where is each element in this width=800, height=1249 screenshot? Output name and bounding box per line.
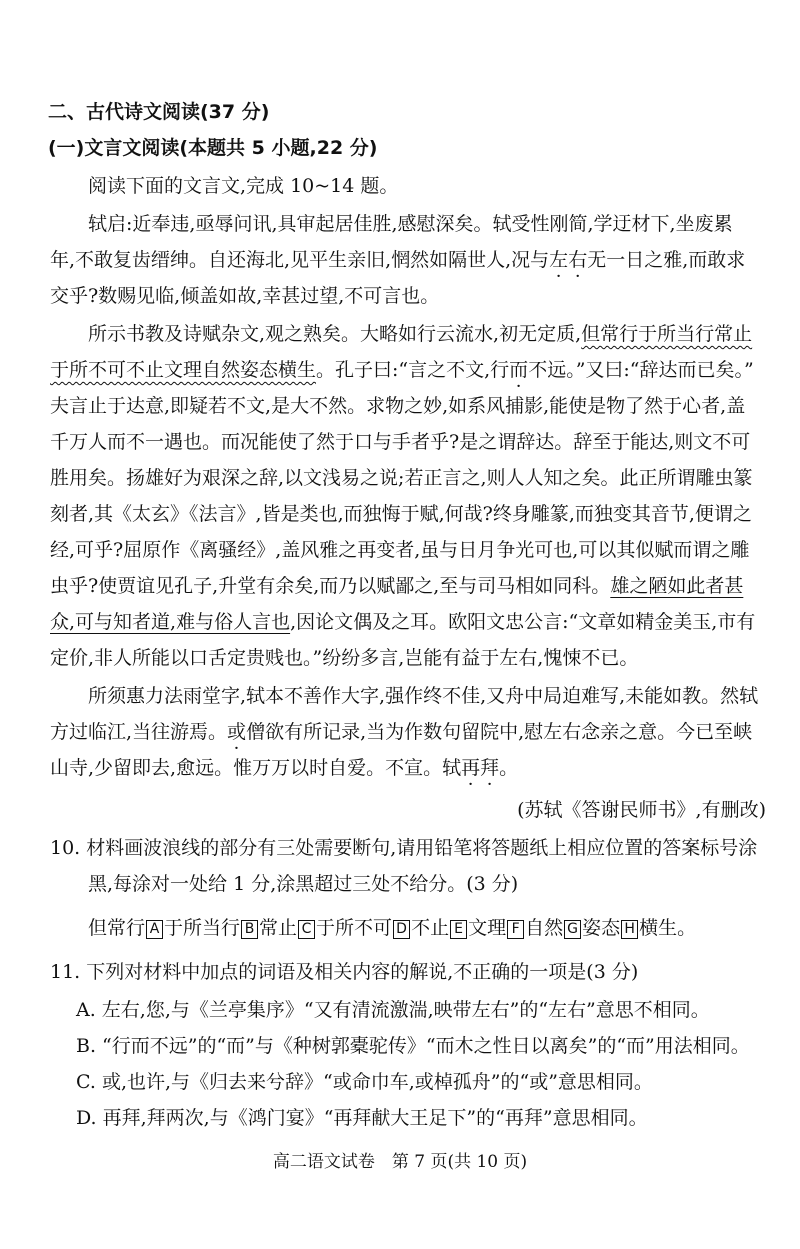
q10-stem-line-2: 黑,每涂对一处给 1 分,涂黑超过三处不给分。(3 分): [88, 873, 519, 895]
passage-p2-line-8: [50, 574, 743, 598]
underlined-text: 众,可与知者道,难与俗人言也: [50, 611, 291, 633]
text-run: 年,不敢复齿缙绅。自还海北,见平生亲旧,惘然如隔世人,况与: [50, 249, 550, 271]
text-run: 横生。: [639, 917, 697, 939]
text-run: 不止: [411, 917, 450, 939]
passage-p2-line-9: [50, 610, 755, 634]
answer-box-e[interactable]: E: [450, 920, 467, 939]
section-title: 二、古代诗文阅读(37 分): [48, 101, 270, 123]
text-run: 无一日之雅,而敢求: [587, 249, 746, 271]
passage-p3-line-2: [50, 720, 752, 744]
text-run: 不远。”又曰:“辞达而已矣。”: [528, 359, 754, 381]
answer-box-a[interactable]: A: [146, 920, 163, 939]
answer-box-b[interactable]: B: [241, 920, 258, 939]
text-run: 僧欲有所记录,当为作数句留院中,慰左右念亲之意。今已至峡: [246, 721, 753, 743]
passage-p3-line-1: 所须惠力法雨堂字,轼本不善作大字,强作终不佳,又舟中局迫难写,未能如教。然轼: [88, 685, 759, 707]
dotted-word-you: 右: [568, 249, 588, 271]
passage-p2-line-6: 刻者,其《太玄》《法言》,皆是类也,而独悔于赋,何哉?终身雕篆,而独变其音节,便谓之: [50, 503, 752, 525]
text-run: 常止: [259, 917, 298, 939]
text-run: ,因论文偶及之耳。欧阳文忠公言:“文章如精金美玉,市有: [290, 611, 756, 633]
text-run: 所示书教及诗赋杂文,观之熟矣。大略如行云流水,初无定质,: [88, 323, 582, 345]
dotted-word-huo: 或: [227, 721, 247, 743]
answer-box-f[interactable]: F: [507, 920, 524, 939]
text-run: 自然: [525, 917, 564, 939]
text-run: 方过临江,当往游焉。: [50, 721, 228, 743]
passage-p1-line-1: 轼启:近奉违,亟辱问讯,具审起居佳胜,感慰深矣。轼受性刚简,学迂材下,坐废累: [88, 213, 733, 235]
instruction: 阅读下面的文言文,完成 10~14 题。: [88, 175, 399, 197]
text-run: 姿态: [582, 917, 621, 939]
q10-answer-line: [88, 916, 696, 940]
text-run: 文理: [468, 917, 507, 939]
subsection-title: (一)文言文阅读(本题共 5 小题,22 分): [48, 137, 378, 159]
answer-box-g[interactable]: G: [564, 920, 581, 939]
passage-p2-line-5: 胜用矣。扬雄好为艰深之辞,以文浅易之说;若正言之,则人人知之矣。此正所谓雕虫篆: [50, 467, 753, 489]
text-run: 。孔子曰:“言之不文,行: [316, 359, 510, 381]
text-run: 。: [499, 757, 519, 779]
text-run: 山寺,少留即去,愈远。惟万万以时自爱。不宣。轼: [50, 757, 462, 779]
q11-option-d[interactable]: D. 再拜,拜两次,与《鸿门宴》“再拜献大王足下”的“再拜”意思相同。: [76, 1107, 648, 1129]
answer-box-d[interactable]: D: [393, 920, 410, 939]
underlined-text: 雄之陋如此者甚: [610, 575, 744, 597]
text-run: 但常行: [88, 917, 146, 939]
text-run: 于所不可: [316, 917, 393, 939]
passage-p2-line-2: [50, 358, 754, 382]
text-run: 虫乎?使贾谊见孔子,升堂有余矣,而乃以赋鄙之,至与司马相如同科。: [50, 575, 611, 597]
dotted-word-zuo: 左: [549, 249, 569, 271]
answer-box-h[interactable]: H: [621, 920, 638, 939]
answer-box-c[interactable]: C: [298, 920, 315, 939]
wavy-underlined-text: 于所不可不止文理自然姿态横生: [50, 359, 317, 381]
page-footer: 高二语文试卷 第 7 页(共 10 页): [272, 1152, 528, 1172]
passage-p2-line-1: [88, 322, 752, 346]
passage-p1-line-2: [50, 248, 745, 272]
text-run: 于所当行: [164, 917, 241, 939]
dotted-word-er: 而: [509, 359, 529, 381]
passage-p2-line-7: 经,可乎?屈原作《离骚经》,盖风雅之再变者,虽与日月争光可也,可以其似赋而谓之雕: [50, 539, 750, 561]
passage-p3-line-3: [50, 756, 518, 780]
q11-stem: 11. 下列对材料中加点的词语及相关内容的解说,不正确的一项是(3 分): [50, 961, 639, 983]
passage-p2-line-10: 定价,非人所能以口舌定贵贱也。”纷纷多言,岂能有益于左右,愧悚不已。: [50, 647, 639, 669]
dotted-word-bai: 拜: [480, 757, 500, 779]
q11-option-c[interactable]: C. 或,也许,与《归去来兮辞》“或命巾车,或棹孤舟”的“或”意思相同。: [76, 1071, 653, 1093]
wavy-underlined-text: 但常行于所当行常止: [581, 323, 753, 345]
passage-p2-line-4: 千万人而不一遇也。而况能使了然于口与手者乎?是之谓辞达。辞至于能达,则文不可: [50, 431, 751, 453]
passage-source: (苏轼《答谢民师书》,有删改): [517, 799, 766, 821]
dotted-word-zai: 再: [461, 757, 481, 779]
q11-option-a[interactable]: A. 左右,您,与《兰亭集序》“又有清流激湍,映带左右”的“左右”意思不相同。: [76, 999, 710, 1021]
q10-stem-line-1: 10. 材料画波浪线的部分有三处需要断句,请用铅笔将答题纸上相应位置的答案标号涂: [50, 837, 758, 859]
passage-p1-line-3: 交乎?数赐见临,倾盖如故,幸甚过望,不可言也。: [50, 285, 440, 307]
passage-p2-line-3: 夫言止于达意,即疑若不文,是大不然。求物之妙,如系风捕影,能使是物了然于心者,盖: [50, 395, 746, 417]
q11-option-b[interactable]: B. “行而不远”的“而”与《种树郭橐驼传》“而木之性日以离矣”的“而”用法相同。: [76, 1035, 750, 1057]
